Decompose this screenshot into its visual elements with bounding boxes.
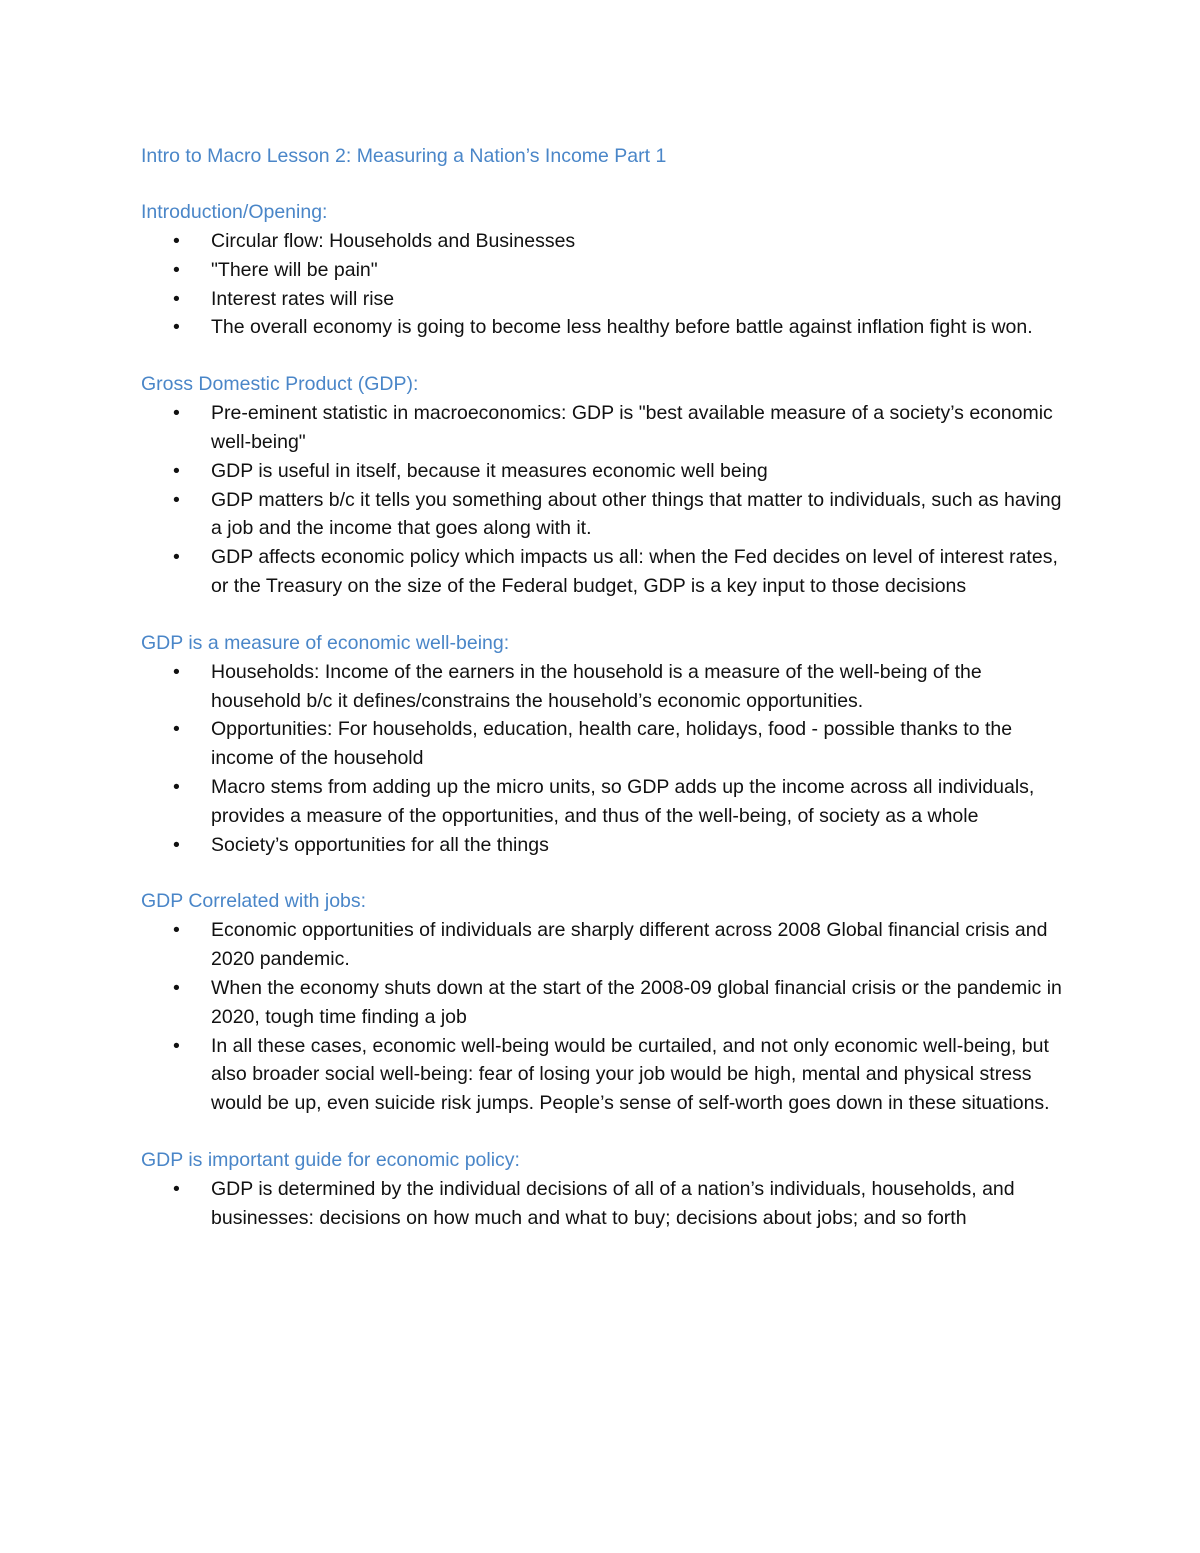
bullet-item: • Economic opportunities of individuals are sharply different across 2008 Global financial crisis and 2020 pandemic. xyxy=(141,916,1071,974)
bullet-item: • Households: Income of the earners in the household is a measure of the well-being of the household b/c it defines/constrains the household’s economic opportunities. xyxy=(141,658,1071,716)
bullet-item: • Opportunities: For households, education, health care, holidays, food - possible thanks to the income of the household xyxy=(141,715,1071,773)
bullet-list xyxy=(141,916,1071,1118)
bullet-item: • In all these cases, economic well-being would be curtailed, and not only economic well-being, but also broader social well-being: fear of losing your job would be high, mental and physical stress would be up, even suicide risk jumps. People’s sense of self-worth goes down in these situations. xyxy=(141,1032,1071,1118)
bullet-list xyxy=(141,227,1071,342)
bullet-item: • Macro stems from adding up the micro units, so GDP adds up the income across all individuals, provides a measure of the opportunities, and thus of the well-being, of society as a whole xyxy=(141,773,1071,831)
bullet-list xyxy=(141,658,1071,860)
bullet-list xyxy=(141,1175,1071,1233)
section-introduction xyxy=(141,197,1071,342)
bullet-item: • Interest rates will rise xyxy=(141,285,1071,314)
bullet-item: • GDP is useful in itself, because it measures economic well being xyxy=(141,457,1071,486)
bullet-list xyxy=(141,399,1071,601)
bullet-item: • The overall economy is going to become less healthy before battle against inflation fight is won. xyxy=(141,313,1071,342)
section-heading: GDP Correlated with jobs: xyxy=(141,890,367,913)
document-page xyxy=(141,140,1071,1260)
section-heading: Gross Domestic Product (GDP): xyxy=(141,373,419,396)
bullet-item: • Circular flow: Households and Businesses xyxy=(141,227,1071,256)
bullet-item: • "There will be pain" xyxy=(141,256,1071,285)
section-policy xyxy=(141,1145,1071,1233)
document-title: Intro to Macro Lesson 2: Measuring a Nation’s Income Part 1 xyxy=(141,145,667,167)
section-heading: GDP is a measure of economic well-being: xyxy=(141,631,510,654)
section-jobs xyxy=(141,886,1071,1118)
bullet-item: • When the economy shuts down at the start of the 2008-09 global financial crisis or the pandemic in 2020, tough time finding a job xyxy=(141,974,1071,1032)
bullet-item: • GDP matters b/c it tells you something about other things that matter to individuals, such as having a job and the income that goes along with it. xyxy=(141,486,1071,544)
section-well-being xyxy=(141,628,1071,860)
bullet-item: • GDP is determined by the individual decisions of all of a nation’s individuals, households, and businesses: decisions on how much and what to buy; decisions about jobs; and so forth xyxy=(141,1175,1071,1233)
section-gdp xyxy=(141,369,1071,601)
section-heading: Introduction/Opening: xyxy=(141,201,328,223)
bullet-item: • GDP affects economic policy which impacts us all: when the Fed decides on level of interest rates, or the Treasury on the size of the Federal budget, GDP is a key input to those decisions xyxy=(141,543,1071,601)
bullet-item: • Pre-eminent statistic in macroeconomics: GDP is "best available measure of a society’s economic well-being" xyxy=(141,399,1071,457)
bullet-item: • Society’s opportunities for all the things xyxy=(141,831,1071,860)
section-heading: GDP is important guide for economic policy: xyxy=(141,1148,520,1171)
